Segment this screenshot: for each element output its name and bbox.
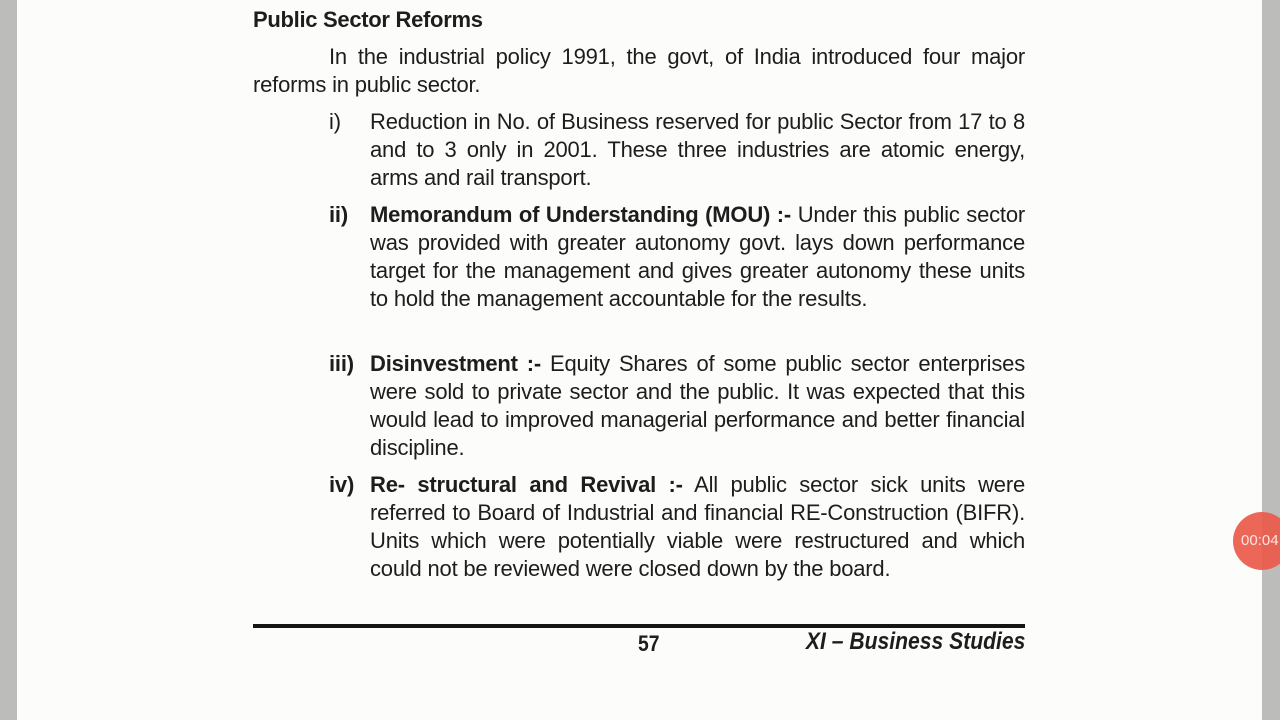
reform-term: Memorandum of Understanding (MOU) :- <box>370 202 792 227</box>
reform-item-3 <box>329 350 1025 462</box>
reform-number: i) <box>329 109 341 134</box>
reform-text: Reduction in No. of Business reserved for public Sector from 17 to 8 and to 3 only in 2001. These three industries are atomic energy, arms and rail transport. <box>370 109 1025 190</box>
reform-term: Disinvestment :- <box>370 351 542 376</box>
reform-body <box>370 201 1025 313</box>
reform-body <box>370 108 1025 192</box>
reform-item-1 <box>329 108 1025 192</box>
document-page <box>17 0 1262 720</box>
reform-number: iii) <box>329 351 354 376</box>
reform-text: Equity Shares of some public sector enterprises were sold to private sector and the public. It was expected that this would lead to improved managerial performance and better financial discipline. <box>370 351 1025 460</box>
reform-text: All public sector sick units were referred to Board of Industrial and financial RE-Construction (BIFR). Units which were potentially viable were restructured and which could not be reviewed were closed down by the board. <box>370 472 1026 581</box>
page-number: 57 <box>638 631 660 656</box>
reform-body <box>370 471 1025 583</box>
book-title: XI – Business Studies <box>805 628 1025 655</box>
section-heading: Public Sector Reforms <box>253 7 483 32</box>
reform-item-2 <box>329 201 1025 313</box>
reform-term: Re- structural and Revival :- <box>370 472 683 497</box>
reform-body <box>370 350 1025 462</box>
intro-paragraph: In the industrial policy 1991, the govt, of India introduced four major reforms in public sector. <box>253 44 1025 97</box>
recording-timer-button[interactable]: 00:04 <box>1233 512 1280 570</box>
reform-item-4 <box>329 471 1025 583</box>
reform-number: iv) <box>329 472 355 497</box>
reform-number: ii) <box>329 202 348 227</box>
reform-text: Under this public sector was provided with greater autonomy govt. lays down performance target for the management and gives greater autonomy these units to hold the management accountable for the results. <box>370 202 1026 311</box>
